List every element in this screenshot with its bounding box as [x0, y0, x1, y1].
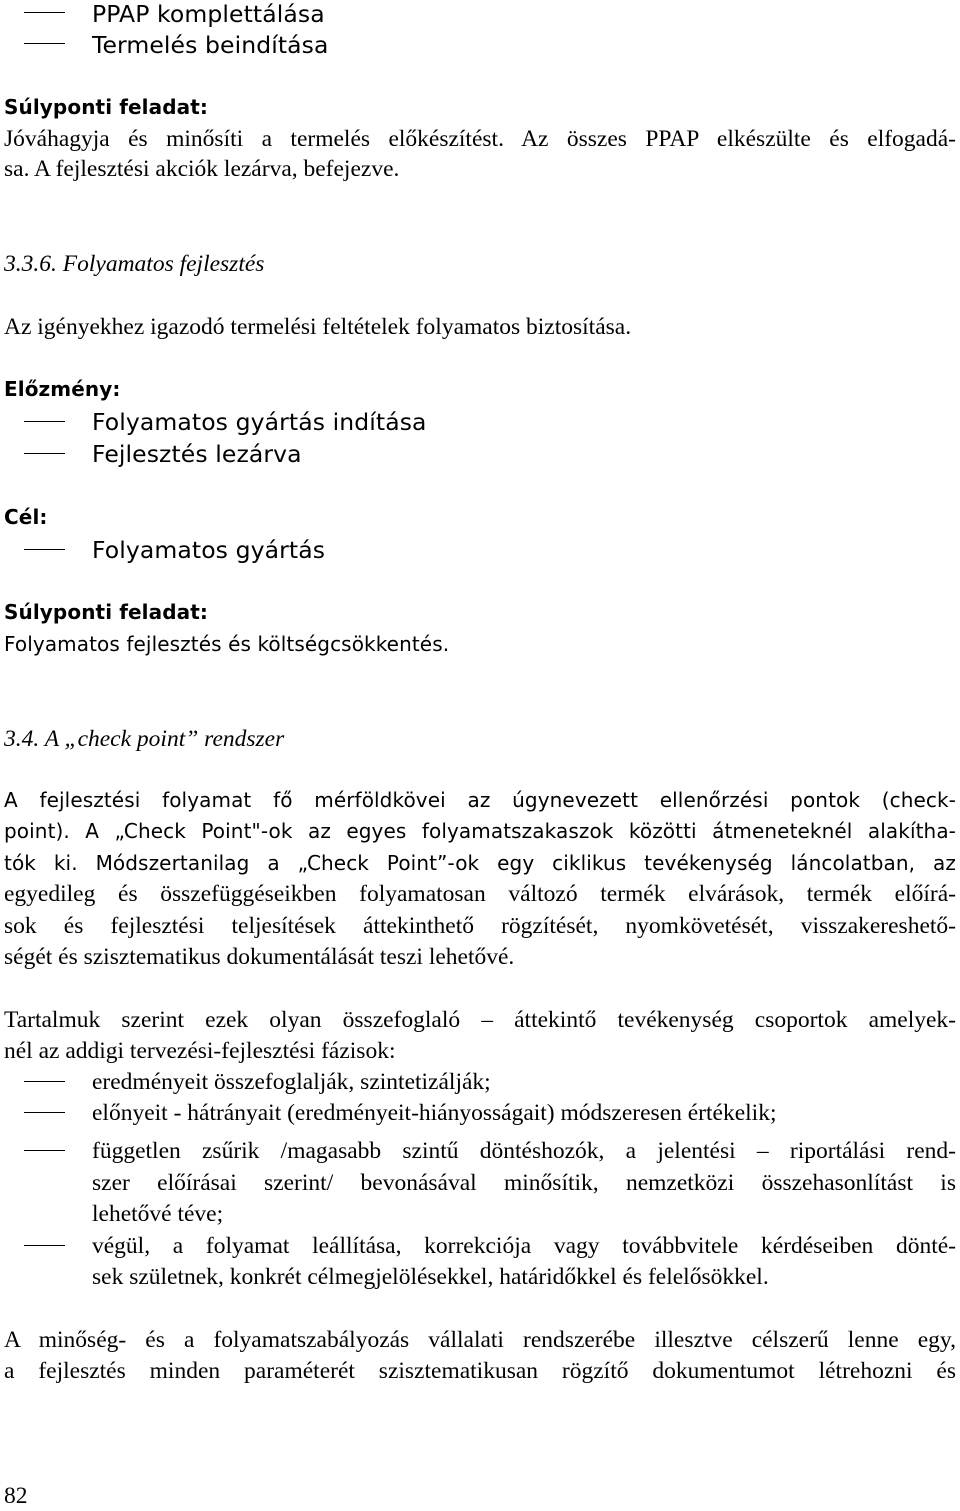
- paragraph-line: sok és fejlesztési teljesítések áttekinthető rögzítését, nyomkövetését, visszakereshető-: [4, 913, 956, 939]
- section-title: 3.3.6. Folyamatos fejlesztés: [4, 251, 265, 277]
- paragraph-line: Folyamatos fejlesztés és költségcsökkentés.: [4, 632, 450, 656]
- list-item-continuation: lehetővé téve;: [92, 1201, 224, 1227]
- dash-bullet: [24, 1150, 65, 1151]
- paragraph-line: Jóváhagyja és minősíti a termelés előkészítést. Az összes PPAP elkészülte és elfogadá-: [4, 126, 956, 152]
- list-item: Fejlesztés lezárva: [92, 440, 302, 468]
- paragraph-line: Az igényekhez igazodó termelési feltételek folyamatos biztosítása.: [4, 314, 632, 340]
- paragraph-line: sa. A fejlesztési akciók lezárva, befejezve.: [4, 156, 400, 182]
- paragraph-line: A minőség- és a folyamatszabályozás vállalati rendszerébe illesztve célszerű lenne egy,: [4, 1327, 956, 1353]
- list-item: Folyamatos gyártás indítása: [92, 408, 427, 436]
- list-item-continuation: sek születnek, konkrét célmegjelölésekkel, határidőkkel és felelősökkel.: [92, 1264, 769, 1290]
- dash-bullet: [24, 12, 65, 13]
- list-item: független zsűrik /magasabb szintű döntéshozók, a jelentési – riportálási rend-: [92, 1138, 956, 1164]
- section-heading: Súlyponti feladat:: [4, 600, 208, 624]
- paragraph-line: nél az addigi tervezési-fejlesztési fázisok:: [4, 1038, 396, 1064]
- list-item-continuation: szer előírásai szerint/ bevonásával minősítik, nemzetközi összehasonlítást is: [92, 1170, 956, 1196]
- dash-bullet: [24, 1112, 65, 1113]
- page-number: 82: [4, 1483, 28, 1509]
- list-item: PPAP komplettálása: [92, 0, 325, 28]
- list-item: eredményeit összefoglalják, szintetizálják;: [92, 1069, 491, 1095]
- list-item: előnyeit - hátrányait (eredményeit-hiányosságait) módszeresen értékelik;: [92, 1100, 777, 1126]
- paragraph-line: ségét és szisztematikus dokumentálását teszi lehetővé.: [4, 944, 515, 970]
- dash-bullet: [24, 1245, 65, 1246]
- dash-bullet: [24, 1081, 65, 1082]
- dash-bullet: [24, 453, 65, 454]
- section-heading: Súlyponti feladat:: [4, 95, 208, 119]
- paragraph-line: Tartalmuk szerint ezek olyan összefoglaló – áttekintő tevékenység csoportok amelyek-: [4, 1007, 956, 1033]
- section-heading: Előzmény:: [4, 377, 121, 401]
- paragraph-line: a fejlesztés minden paraméterét szisztematikusan rögzítő dokumentumot létrehozni és: [4, 1358, 956, 1384]
- dash-bullet: [24, 549, 65, 550]
- list-item: Folyamatos gyártás: [92, 536, 326, 564]
- list-item: végül, a folyamat leállítása, korrekciója vagy továbbvitele kérdéseiben dönté-: [92, 1233, 956, 1259]
- section-heading: Cél:: [4, 505, 48, 529]
- list-item: Termelés beindítása: [92, 31, 329, 59]
- paragraph-line: A fejlesztési folyamat fő mérföldkövei az úgynevezett ellenőrzési pontok (check-: [4, 788, 956, 812]
- dash-bullet: [24, 421, 65, 422]
- section-title: 3.4. A „check point” rendszer: [4, 726, 285, 752]
- dash-bullet: [24, 43, 65, 44]
- paragraph-line: tók ki. Módszertanilag a „Check Point”-ok egy ciklikus tevékenység láncolatban, az: [4, 851, 956, 875]
- paragraph-line: point). A „Check Point"-ok az egyes folyamatszakaszok közötti átmeneteknél alakítha-: [4, 819, 956, 843]
- paragraph-line: egyedileg és összefüggéseikben folyamatosan változó termék elvárások, termék előírá-: [4, 881, 956, 907]
